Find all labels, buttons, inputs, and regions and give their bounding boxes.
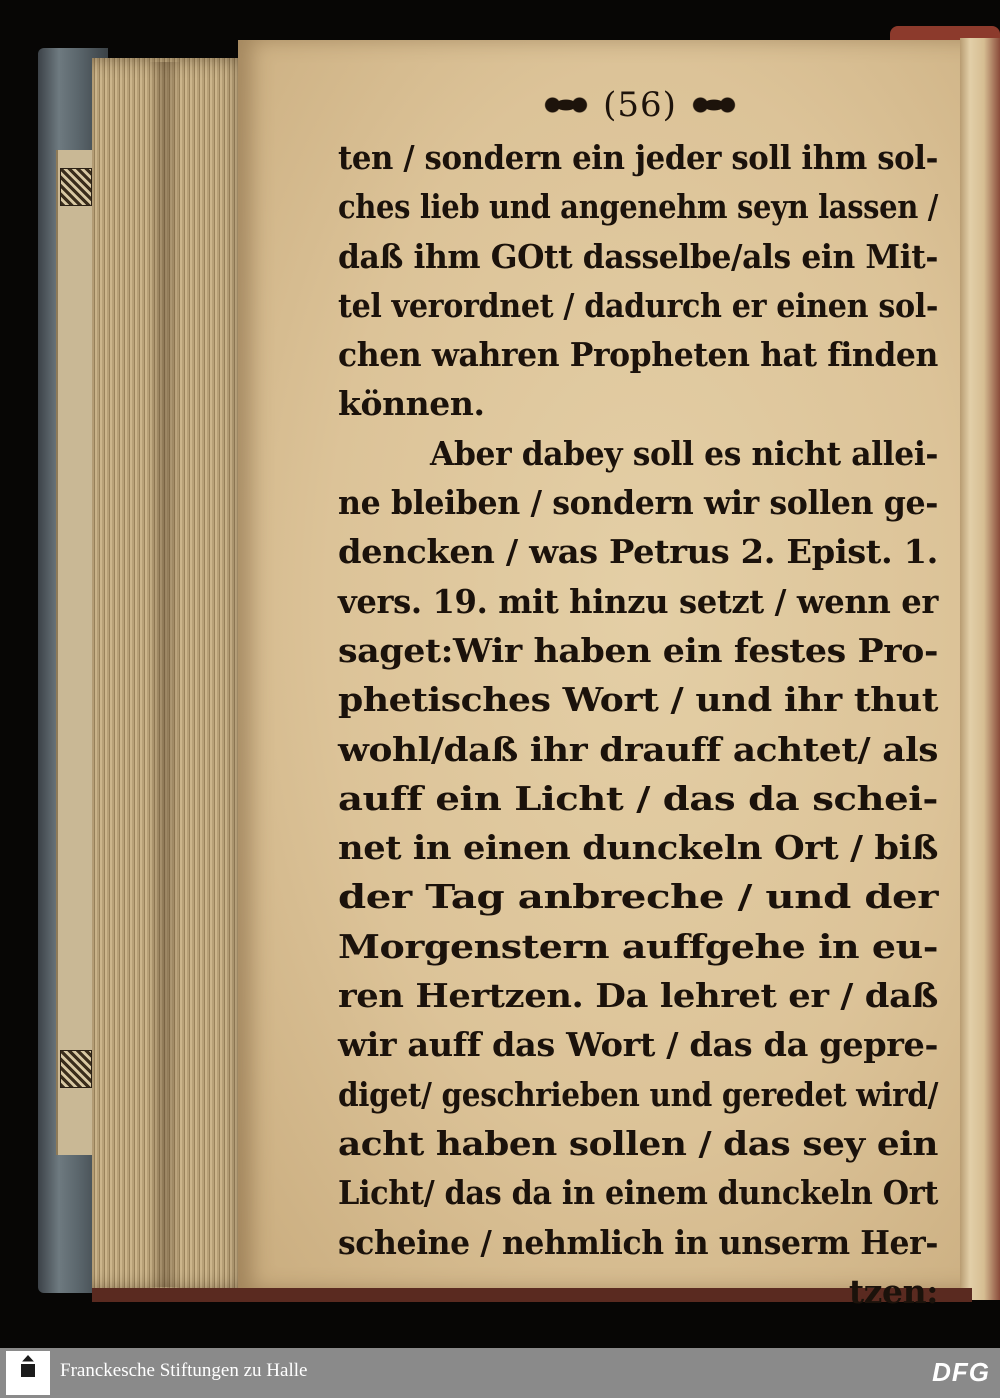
text-line: saget:Wir haben ein festes Pro- [338,630,938,670]
cover-inner-board [56,150,92,1155]
page-gutter [960,38,1000,1300]
text-line: scheine / nehmlich in unserm Her- [338,1222,938,1262]
page-header [520,80,760,130]
institution-name[interactable]: Franckesche Stiftungen zu Halle [60,1360,308,1381]
page-number: (56) [603,85,677,125]
text-line: tel verordnet / dadurch er einen sol- [338,285,938,325]
text-line: ne bleiben / sondern wir sollen ge- [338,483,938,523]
fore-edge-shadow [150,62,180,1287]
text-line: acht haben sollen / das sey ein [338,1123,938,1163]
text-line: wir auff das Wort / das da gepre- [338,1025,938,1065]
dfg-logo[interactable]: DFG [932,1357,990,1387]
text-line: dencken / was Petrus 2. Epist. 1. [338,532,938,572]
text-line: diget/ geschrieben und geredet wird/ [338,1074,938,1114]
text-line: auff ein Licht / das da schei- [338,778,938,818]
building-icon [21,1355,35,1377]
catchword: tzen: [848,1271,938,1311]
text-line: Licht/ das da in einem dunckeln Ort [338,1173,938,1213]
footer-bar [0,1348,1000,1398]
cover-ornament-bottom [60,1050,92,1088]
text-line: Morgenstern auffgehe in eu- [338,926,938,966]
text-line: chen wahren Propheten hat finden [338,335,938,375]
text-line: Aber dabey soll es nicht allei- [430,433,938,473]
text-line: daß ihm GOtt dasselbe/als ein Mit- [338,236,938,276]
text-line: phetisches Wort / und ihr thut [338,680,938,720]
text-line: wohl/daß ihr drauff achtet/ als [338,729,938,769]
text-line: ten / sondern ein jeder soll ihm sol- [338,138,938,177]
ornament-left-icon [539,91,593,119]
text-line: ren Hertzen. Da lehret er / daß [338,976,938,1016]
institution-logo[interactable] [6,1351,50,1395]
text-block [338,133,938,1316]
text-line: vers. 19. mit hinzu setzt / wenn er [338,581,938,621]
ornament-right-icon [687,91,741,119]
text-line: ches lieb und angenehm seyn lassen / [338,187,938,227]
text-line: können. [338,384,485,424]
cover-ornament-top [60,168,92,206]
text-line: net in einen dunckeln Ort / biß [338,828,938,868]
text-line: der Tag anbreche / und der [338,877,938,917]
